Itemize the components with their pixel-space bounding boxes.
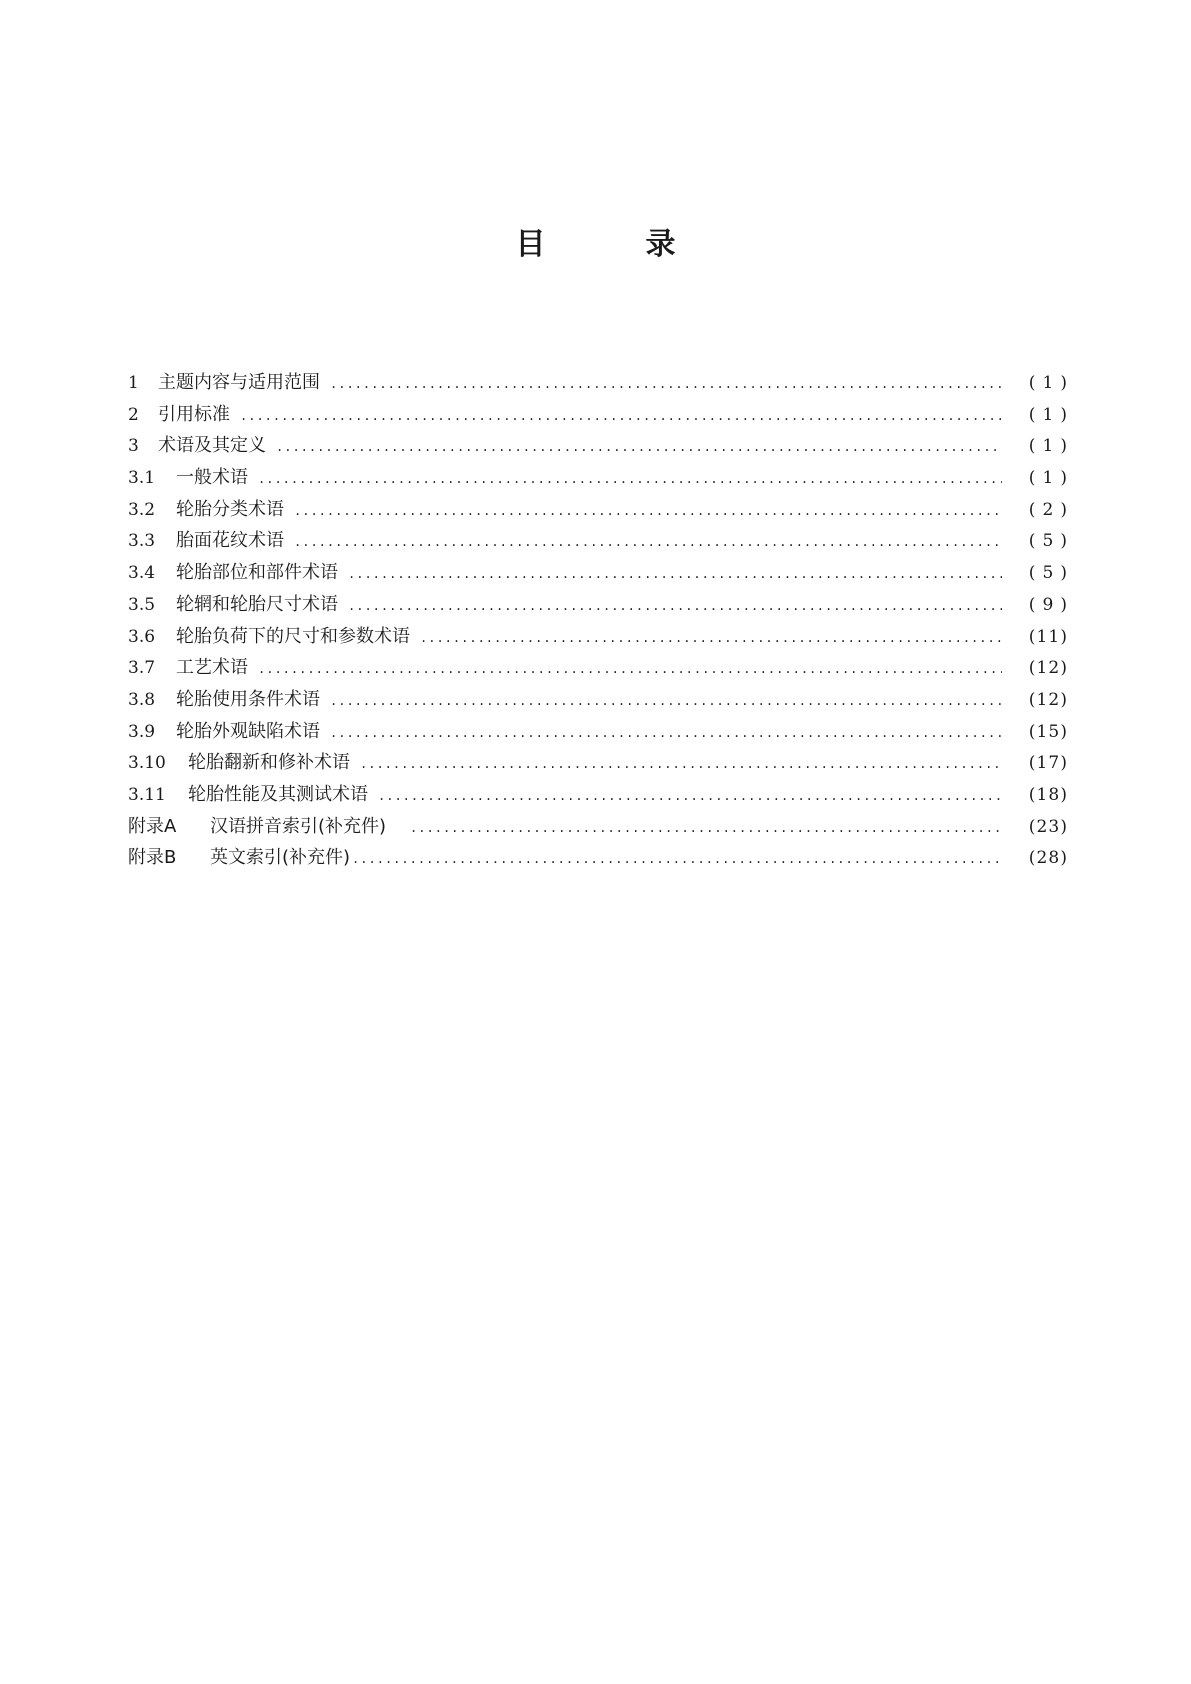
toc-entry[interactable] [128, 621, 1068, 653]
toc-entry-number: 3.10 [128, 753, 166, 774]
toc-dot-leader [294, 496, 1002, 528]
table-of-contents [128, 367, 1068, 874]
toc-entry-number: 3.3 [128, 531, 156, 552]
toc-entry[interactable] [128, 747, 1068, 779]
toc-entry-title: 轮胎使用条件术语 [176, 688, 320, 710]
toc-entry[interactable] [128, 811, 1068, 843]
toc-entry[interactable] [128, 557, 1068, 589]
title-char-1: 目 [515, 227, 546, 262]
toc-entry-page: (28) [1028, 848, 1068, 869]
toc-entry[interactable] [128, 842, 1068, 874]
toc-entry-page: ( 1 ) [1028, 436, 1068, 457]
toc-entry-page: (11) [1028, 626, 1068, 647]
toc-dot-leader [258, 464, 1002, 496]
toc-entry[interactable] [128, 525, 1068, 557]
toc-dot-leader [276, 432, 1002, 464]
toc-entry-title: 引用标准 [158, 403, 230, 425]
toc-entry-number: 3.7 [128, 658, 156, 679]
toc-entry-number: 3.4 [128, 563, 156, 584]
toc-entry-page: (18) [1028, 784, 1068, 805]
toc-dot-leader [410, 813, 1002, 845]
toc-entry-page: ( 5 ) [1028, 563, 1068, 584]
toc-entry-page: (12) [1028, 689, 1068, 710]
toc-entry-page: ( 1 ) [1028, 468, 1068, 489]
toc-entry-number: 3 [128, 436, 139, 457]
toc-entry-page: ( 1 ) [1028, 373, 1068, 393]
toc-entry-number: 3.8 [128, 689, 156, 710]
toc-entry-number: 3.11 [128, 784, 166, 805]
toc-entry[interactable] [128, 430, 1068, 462]
toc-entry-number: 附录B [128, 847, 177, 869]
toc-entry-page: ( 9 ) [1028, 594, 1068, 615]
toc-entry-title: 术语及其定义 [158, 435, 266, 457]
toc-entry-page: ( 5 ) [1028, 531, 1068, 552]
toc-entry[interactable] [128, 367, 1068, 399]
toc-entry-page: ( 2 ) [1028, 499, 1068, 520]
toc-entry-title: 轮胎负荷下的尺寸和参数术语 [176, 625, 410, 647]
toc-entry-title: 胎面花纹术语 [176, 530, 284, 552]
toc-dot-leader [258, 654, 1002, 686]
toc-entry-number: 1 [128, 373, 139, 393]
toc-entry[interactable] [128, 399, 1068, 431]
toc-entry-page: (17) [1028, 753, 1068, 774]
toc-entry-title: 主题内容与适用范围 [158, 372, 320, 393]
page-title [0, 225, 1191, 265]
toc-entry[interactable] [128, 652, 1068, 684]
toc-dot-leader [240, 401, 1002, 433]
title-char-2: 录 [645, 227, 676, 262]
toc-entry[interactable] [128, 716, 1068, 748]
toc-dot-leader [330, 369, 1002, 401]
toc-dot-leader [348, 559, 1002, 591]
toc-dot-leader [378, 781, 1002, 813]
toc-dot-leader [330, 718, 1002, 750]
toc-dot-leader [360, 749, 1002, 781]
toc-entry-number: 3.5 [128, 594, 156, 615]
toc-entry-number: 3.2 [128, 499, 156, 520]
toc-entry-title: 轮辋和轮胎尺寸术语 [176, 593, 338, 615]
toc-entry-page: (12) [1028, 658, 1068, 679]
toc-entry-title: 轮胎翻新和修补术语 [188, 752, 350, 774]
toc-entry-title: 一般术语 [176, 467, 248, 489]
toc-dot-leader [330, 686, 1002, 718]
toc-entry[interactable] [128, 462, 1068, 494]
toc-entry-title: 轮胎部位和部件术语 [176, 562, 338, 584]
toc-entry[interactable] [128, 779, 1068, 811]
toc-entry[interactable] [128, 589, 1068, 621]
toc-entry[interactable] [128, 494, 1068, 526]
toc-entry-title: 轮胎外观缺陷术语 [176, 720, 320, 742]
toc-entry-page: (15) [1028, 721, 1068, 742]
toc-dot-leader [348, 591, 1002, 623]
toc-entry[interactable] [128, 684, 1068, 716]
toc-entry-title: 工艺术语 [176, 657, 248, 679]
toc-entry-number: 2 [128, 404, 139, 425]
toc-entry-title: 英文索引(补充件) [210, 847, 351, 869]
toc-entry-title: 汉语拼音索引(补充件) [210, 815, 387, 837]
toc-dot-leader [352, 844, 1002, 876]
toc-entry-number: 3.6 [128, 626, 156, 647]
toc-entry-title: 轮胎性能及其测试术语 [188, 783, 368, 805]
toc-entry-number: 附录A [128, 815, 177, 837]
toc-dot-leader [294, 527, 1002, 559]
toc-entry-number: 3.1 [128, 468, 156, 489]
toc-dot-leader [420, 623, 1002, 655]
toc-entry-page: (23) [1028, 816, 1068, 837]
toc-entry-number: 3.9 [128, 721, 156, 742]
toc-entry-title: 轮胎分类术语 [176, 498, 284, 520]
toc-entry-page: ( 1 ) [1028, 404, 1068, 425]
